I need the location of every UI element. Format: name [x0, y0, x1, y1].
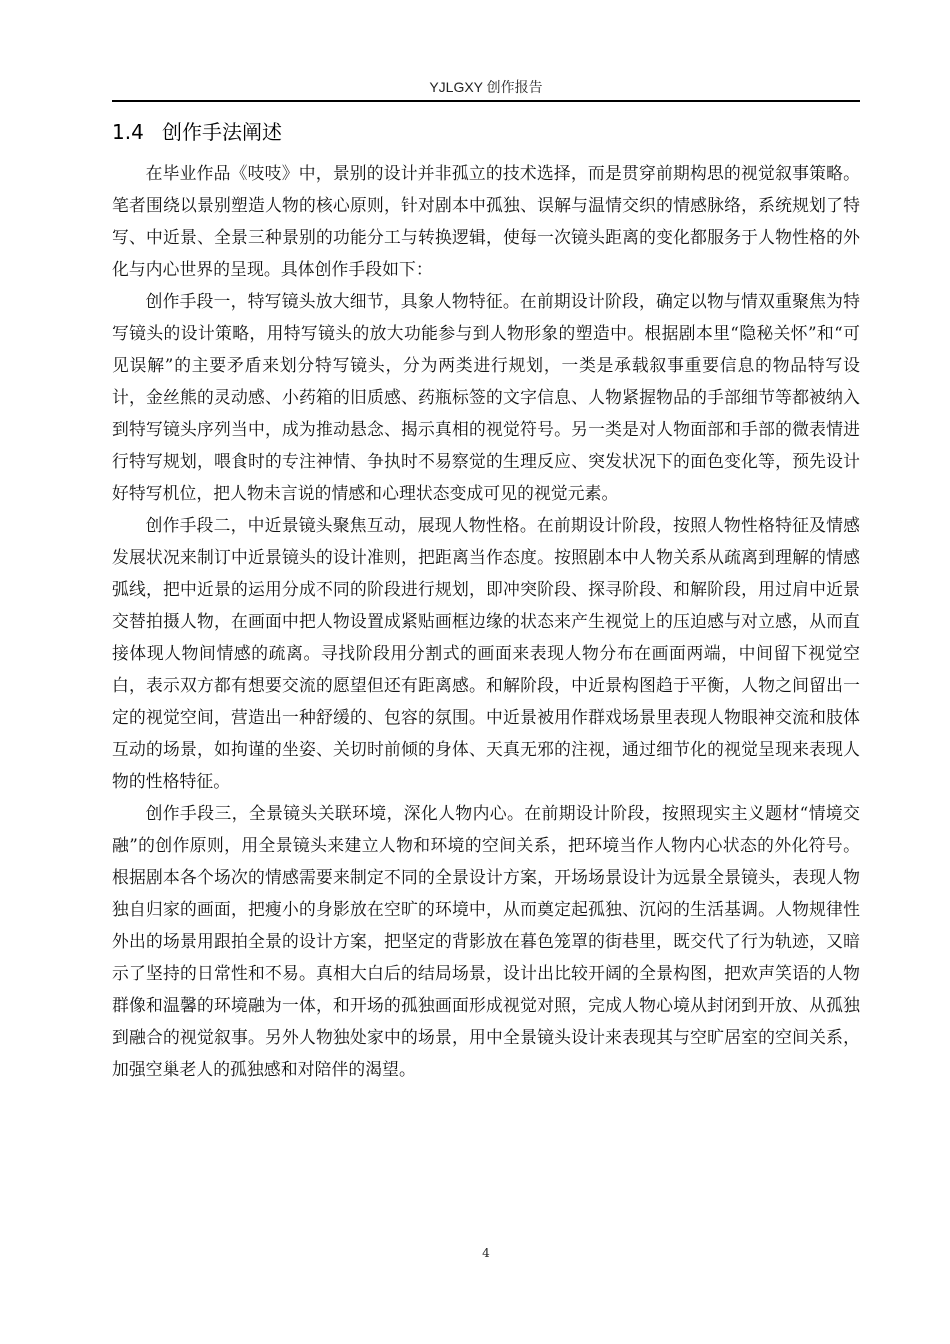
- section-title: 创作手法阐述: [162, 120, 282, 144]
- paragraph-method-two: 创作手段二，中近景镜头聚焦互动，展现人物性格。在前期设计阶段，按照人物性格特征及情感发展状况来制订中近景镜头的设计准则，把距离当作态度。按照剧本中人物关系从疏离到理解的情感弧线，把中近景的运用分成不同的阶段进行规划，即冲突阶段、探寻阶段、和解阶段，用过肩中近景交替拍摄人物，在画面中把人物设置成紧贴画框边缘的状态来产生视觉上的压迫感与对立感，从而直接体现人物间情感的疏离。寻找阶段用分割式的画面来表现人物分布在画面两端，中间留下视觉空白，表示双方都有想要交流的愿望但还有距离感。和解阶段，中近景构图趋于平衡，人物之间留出一定的视觉空间，营造出一种舒缓的、包容的氛围。中近景被用作群戏场景里表现人物眼神交流和肢体互动的场景，如拘谨的坐姿、关切时前倾的身体、天真无邪的注视，通过细节化的视觉呈现来表现人物的性格特征。: [112, 515, 860, 791]
- body-text: [112, 157, 860, 1085]
- header-rule: [112, 100, 860, 102]
- paragraph-method-one: 创作手段一，特写镜头放大细节，具象人物特征。在前期设计阶段，确定以物与情双重聚焦为特写镜头的设计策略，用特写镜头的放大功能参与到人物形象的塑造中。根据剧本里“隐秘关怀”和“可见误解”的主要矛盾来划分特写镜头，分为两类进行规划，一类是承载叙事重要信息的物品特写设计，金丝熊的灵动感、小药箱的旧质感、药瓶标签的文字信息、人物紧握物品的手部细节等都被纳入到特写镜头序列当中，成为推动悬念、揭示真相的视觉符号。另一类是对人物面部和手部的微表情进行特写规划，喂食时的专注神情、争执时不易察觉的生理反应、突发状况下的面色变化等，预先设计好特写机位，把人物未言说的情感和心理状态变成可见的视觉元素。: [112, 291, 860, 503]
- section-number: 1.4: [112, 120, 144, 144]
- running-header: YJLGXY 创作报告: [429, 79, 543, 95]
- section-heading: [112, 117, 860, 147]
- paragraph-intro: 在毕业作品《吱吱》中，景别的设计并非孤立的技术选择，而是贯穿前期构思的视觉叙事策略。笔者围绕以景别塑造人物的核心原则，针对剧本中孤独、误解与温情交织的情感脉络，系统规划了特写、中近景、全景三种景别的功能分工与转换逻辑，使每一次镜头距离的变化都服务于人物性格的外化与内心世界的呈现。具体创作手段如下：: [112, 163, 860, 279]
- page-number: 4: [482, 1246, 490, 1260]
- paragraph-method-three: 创作手段三，全景镜头关联环境，深化人物内心。在前期设计阶段，按照现实主义题材“情境交融”的创作原则，用全景镜头来建立人物和环境的空间关系，把环境当作人物内心状态的外化符号。根据剧本各个场次的情感需要来制定不同的全景设计方案，开场场景设计为远景全景镜头，表现人物独自归家的画面，把瘦小的身影放在空旷的环境中，从而奠定起孤独、沉闷的生活基调。人物规律性外出的场景用跟拍全景的设计方案，把坚定的背影放在暮色笼罩的街巷里，既交代了行为轨迹，又暗示了坚持的日常性和不易。真相大白后的结局场景，设计出比较开阔的全景构图，把欢声笑语的人物群像和温馨的环境融为一体，和开场的孤独画面形成视觉对照，完成人物心境从封闭到开放、从孤独到融合的视觉叙事。另外人物独处家中的场景，用中全景镜头设计来表现其与空旷居室的空间关系，加强空巢老人的孤独感和对陪伴的渴望。: [112, 803, 860, 1079]
